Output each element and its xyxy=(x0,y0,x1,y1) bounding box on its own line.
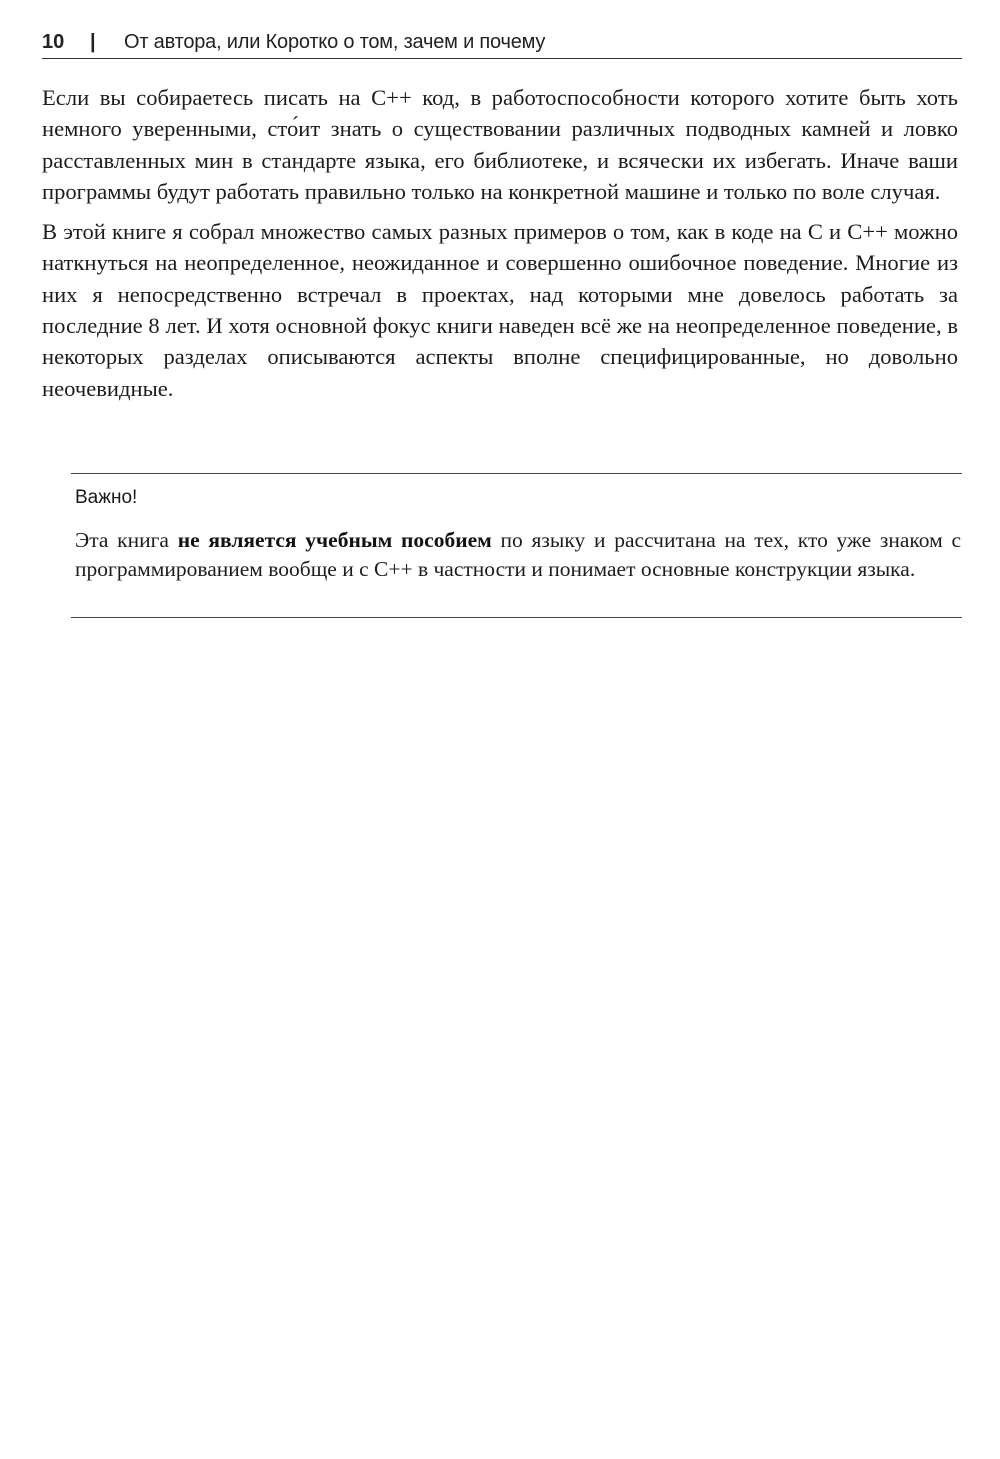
note-title: Важно! xyxy=(75,487,138,508)
page-number: 10 xyxy=(42,31,65,53)
paragraph-2: В этой книге я собрал множество самых разных примеров о том, как в коде на С и С++ можно наткнуться на неопределенное, неожиданное и совершенно ошибочное поведение. Многие из них я непосредственно встречал в проектах, над которыми мне довелось работать за последние 8 лет. И хотя основной фокус книги наведен всё же на неопределенное поведение, в некоторых разделах описываются аспекты вполне специфицированные, но довольно неочевидные. xyxy=(42,219,958,401)
note-text-before: Эта книга xyxy=(75,528,178,552)
note-text-after: по языку и рассчитана на тех, кто уже знаком с программированием вообще и с С++ в частности и понимает основные конструкции языка. xyxy=(75,528,961,581)
important-note-box xyxy=(71,473,962,618)
chapter-title: От автора, или Коротко о том, зачем и почему xyxy=(124,31,546,53)
running-header xyxy=(42,30,962,59)
note-text-bold: не является учебным пособием xyxy=(177,528,492,552)
body-text xyxy=(42,82,958,413)
header-separator: | xyxy=(90,31,96,53)
note-text xyxy=(75,526,961,583)
paragraph-1: Если вы собираетесь писать на С++ код, в работоспособности которого хотите быть хоть немного уверенными, сто́ит знать о существовании различных подводных камней и ловко расставленных мин в стандарте языка, его библиотеке, и всячески их избегать. Иначе ваши программы будут работать правильно только на конкретной машине и только по воле случая. xyxy=(42,85,958,204)
